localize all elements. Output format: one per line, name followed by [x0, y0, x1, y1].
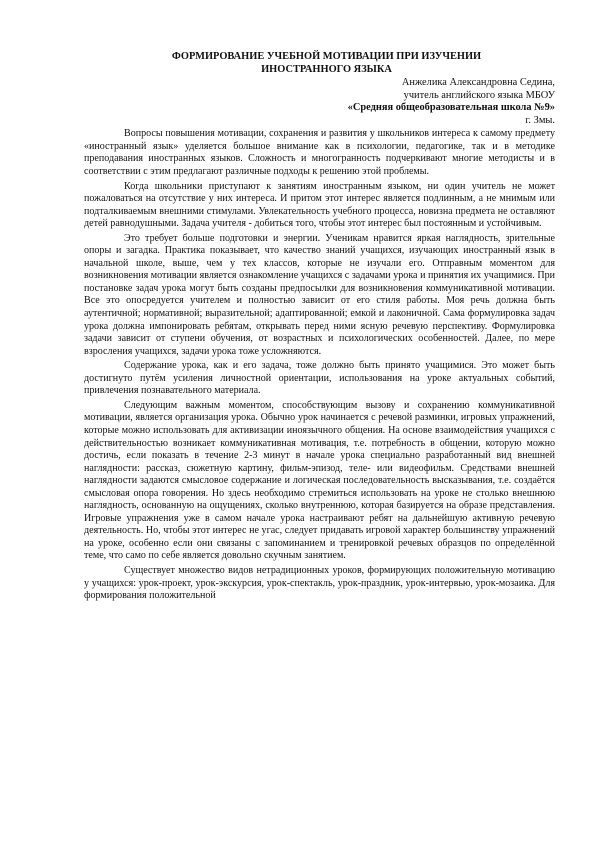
author-block	[84, 77, 555, 127]
title-line-2: ИНОСТРАННОГО ЯЗЫКА	[261, 64, 392, 75]
paragraph: Существует множество видов нетрадиционных уроков, формирующих положительную мотивацию у учащихся: урок-проект, урок-экскурсия, урок-спектакль, урок-праздник, урок-интервью, урок-мозаика. Для формирования положительной	[84, 564, 555, 602]
author-name: Анжелика Александровна Седина,	[401, 77, 555, 88]
paragraph: Содержание урока, как и его задача, тоже должно быть принято учащимися. Это может быть достигнуто путём усиления личностной ориентации, использования на уроке актуальных событий, привлечения познавательного материала.	[84, 360, 555, 397]
paragraph: Вопросы повышения мотивации, сохранения и развития у школьников интереса к самому предмету «иностранный язык» уделяется большое внимание как в психологии, педагогике, так и в методике преподавания иностранных языков. Сложность и многогранность подчеркивают многие методисты и в соответствии с этим предлагают различные подходы к решению этой проблемы.	[84, 128, 555, 178]
paragraph: Когда школьники приступают к занятиям иностранным языком, ни один учитель не может пожаловаться на отсутствие у них интереса. И притом этот интерес является подлинным, а не мнимым или подталкиваемым внешними стимулами. Увлекательность учебного процесса, новизна предмета не оставляют детей равнодушными. Задача учителя - добиться того, чтобы этот интерес был постоянным и устойчивым.	[84, 180, 555, 230]
author-organization: «Средняя общеобразовательная школа №9»	[347, 102, 555, 114]
paragraph: Следующим важным моментом, способствующим вызову и сохранению коммуникативной мотивации, является организация урока. Обычно урок начинается с речевой разминки, игровых упражнений, которые можно использовать для активизации иноязычного общения. На основе взаимодействия учащихся с действительностью возникает коммуникативная мотивация, т.е. потребность в общении, которую можно достичь, если показать в течение 2-3 минут в начале урока специально разработанный вид внешней наглядности: рассказ, сюжетную картину, фильм-эпизод, теле- или видеофильм. Средствами внешней наглядности задаются смысловое содержание и логическая последовательность высказывания, т.е. создаётся смысловая опора говорения. Но здесь необходимо стремиться использовать на уроке не столько внешнюю наглядность, основанную на ощущениях, сколько внутреннюю, которая базируется на образе представления. Игровые упражнения уже в самом начале урока настраивают ребят на дальнейшую активную речевую деятельность. Но, чтобы этот интерес не угас, следует придавать игровой характер большинству упражнений на уроке, особенно если они связаны с запоминанием и тренировкой речевых образцов по определённой теме, что само по себе является довольно скучным занятием.	[84, 399, 555, 562]
title-line-1: ФОРМИРОВАНИЕ УЧЕБНОЙ МОТИВАЦИИ ПРИ ИЗУЧЕНИИ	[171, 51, 482, 62]
body-text	[84, 128, 555, 602]
author-city: г. Змы.	[525, 114, 555, 126]
paragraph: Это требует больше подготовки и энергии. Ученикам нравится яркая наглядность, зрительные опоры и загадка. Практика показывает, что качество знаний учащихся, изучающих иностранный язык в начальной школе, выше, чем у тех классов, которые не изучали его. Отправным моментом для возникновения мотивации является ознакомление учащихся с задачами урока и принятия их учащимися. При постановке задач урока могут быть созданы предпосылки для возникновения коммуникативной мотивации. Все это опосредуется учителем и полностью зависит от его стиля работы. Моя речь должна быть аутентичной; нормативной; выразительной; адаптированной; емкой и лаконичной. Сама формулировка задач урока должна импонировать ребятам, открывать перед ними ясную речевую перспективу. Формулировка задачи зависит от ступени обучения, от возрастных и психологических особенностей. Далее, по мере взросления учащихся, задачи урока тоже усложняются.	[84, 232, 555, 357]
author-position: учитель английского языка МБОУ	[403, 89, 555, 101]
document-title	[84, 50, 555, 76]
